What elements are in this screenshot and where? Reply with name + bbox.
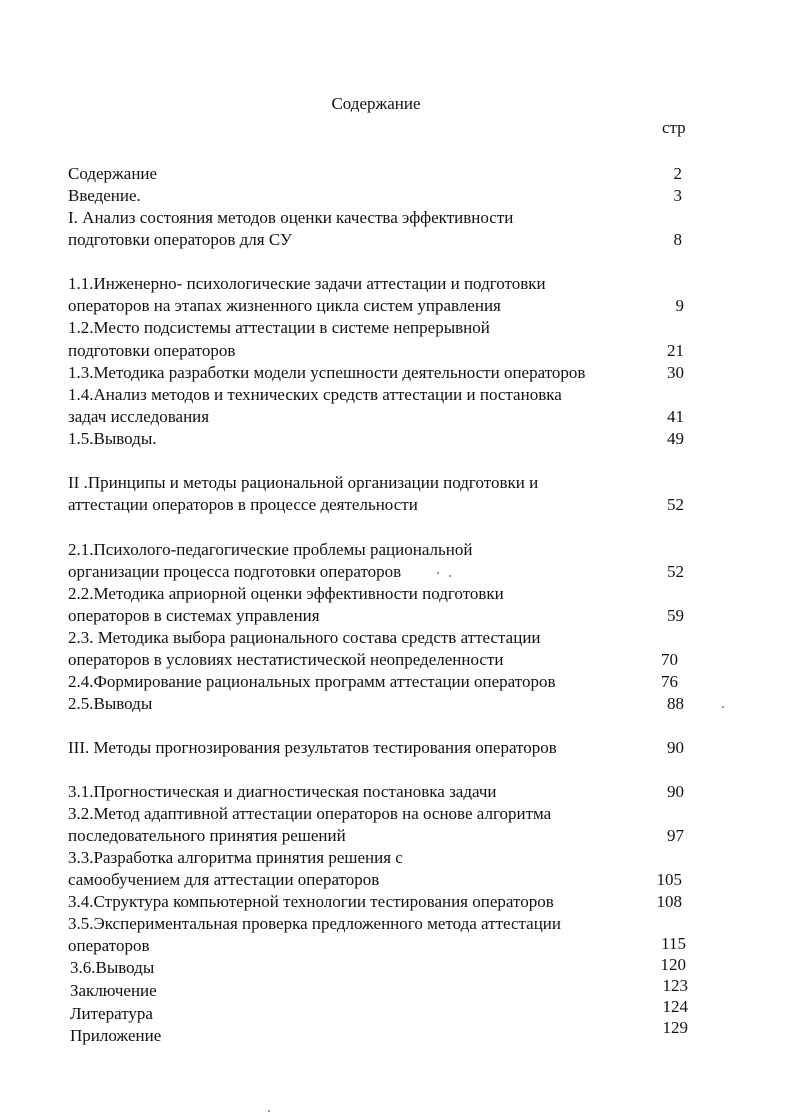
- toc-page-number: 120: [660, 955, 686, 974]
- toc-page-number: 108: [656, 892, 682, 911]
- toc-page-number: 90: [667, 738, 684, 757]
- toc-entry-3-6: 3.6.Выводы: [70, 958, 155, 977]
- scan-speck: [437, 572, 439, 574]
- toc-page-number: 97: [667, 826, 684, 845]
- toc-entry-3-5: 3.5.Экспериментальная проверка предложенного метода аттестации: [68, 914, 561, 933]
- page-column-header: стр: [662, 118, 686, 137]
- toc-page-number: 8: [673, 230, 682, 249]
- toc-entry-chapter-2: II .Принципы и методы рациональной организации подготовки и: [68, 473, 539, 492]
- toc-entry-1-1-cont: операторов на этапах жизненного цикла систем управления: [68, 296, 501, 315]
- toc-entry-1-4-cont: задач исследования: [68, 407, 210, 426]
- toc-entry-2-1-cont: организации процесса подготовки операторов: [68, 562, 402, 581]
- toc-entry-contents: Содержание: [68, 164, 158, 183]
- toc-page-number: 123: [662, 976, 688, 995]
- toc-page-number: 30: [667, 363, 684, 382]
- toc-entry-chapter-2-cont: аттестации операторов в процессе деятельности: [68, 495, 418, 514]
- toc-page-number: 49: [667, 429, 684, 448]
- toc-page-number: 70: [661, 650, 678, 669]
- toc-entry-chapter-1-cont: подготовки операторов для СУ: [68, 230, 293, 249]
- toc-page-number: 52: [667, 495, 684, 514]
- toc-entry-3-1: 3.1.Прогностическая и диагностическая постановка задачи: [68, 782, 497, 801]
- toc-page-number: 124: [662, 997, 688, 1016]
- scan-speck: [449, 575, 451, 577]
- toc-page-number: 90: [667, 782, 684, 801]
- page-title: Содержание: [331, 94, 421, 113]
- toc-entry-1-1: 1.1.Инженерно- психологические задачи аттестации и подготовки: [68, 274, 546, 293]
- toc-entry-1-3: 1.3.Методика разработки модели успешности деятельности операторов: [68, 363, 586, 382]
- toc-entry-2-1: 2.1.Психолого-педагогические проблемы рациональной: [68, 540, 473, 559]
- toc-page-number: 41: [667, 407, 684, 426]
- toc-entry-1-4: 1.4.Анализ методов и технических средств аттестации и постановка: [68, 385, 562, 404]
- toc-entry-1-5: 1.5.Выводы.: [68, 429, 157, 448]
- toc-page-number: 2: [673, 164, 682, 183]
- scan-speck: [722, 706, 724, 708]
- toc-entry-2-2: 2.2.Методика априорной оценки эффективности подготовки: [68, 584, 504, 603]
- toc-entry-chapter-1: I. Анализ состояния методов оценки качества эффективности: [68, 208, 514, 227]
- toc-entry-3-4: 3.4.Структура компьютерной технологии тестирования операторов: [68, 892, 554, 911]
- scan-speck: [268, 1110, 270, 1112]
- toc-entry-conclusion: Заключение: [70, 981, 157, 1000]
- toc-entry-introduction: Введение.: [68, 186, 141, 205]
- toc-page-number: 76: [661, 672, 678, 691]
- toc-entry-1-2: 1.2.Место подсистемы аттестации в системе непрерывной: [68, 318, 490, 337]
- toc-entry-3-5-cont: операторов: [68, 936, 150, 955]
- toc-entry-2-5: 2.5.Выводы: [68, 694, 153, 713]
- toc-entry-3-2: 3.2.Метод адаптивной аттестации операторов на основе алгоритма: [68, 804, 552, 823]
- toc-page-number: 9: [675, 296, 684, 315]
- toc-page-number: 129: [662, 1018, 688, 1037]
- toc-page-number: 105: [656, 870, 682, 889]
- toc-page-number: 3: [673, 186, 682, 205]
- toc-page-number: 88: [667, 694, 684, 713]
- toc-entry-2-3-cont: операторов в условиях нестатистической неопределенности: [68, 650, 504, 669]
- toc-entry-2-2-cont: операторов в системах управления: [68, 606, 320, 625]
- toc-entry-chapter-3: III. Методы прогнозирования результатов тестирования операторов: [68, 738, 557, 757]
- toc-page-number: 21: [667, 341, 684, 360]
- toc-entry-3-3: 3.3.Разработка алгоритма принятия решения с: [68, 848, 403, 867]
- toc-page-number: 52: [667, 562, 684, 581]
- toc-entry-3-3-cont: самообучением для аттестации операторов: [68, 870, 380, 889]
- toc-page-number: 115: [661, 934, 686, 953]
- toc-entry-2-4: 2.4.Формирование рациональных программ аттестации операторов: [68, 672, 556, 691]
- toc-entry-references: Литература: [70, 1004, 153, 1023]
- toc-page-number: 59: [667, 606, 684, 625]
- toc-entry-appendix: Приложение: [70, 1026, 162, 1045]
- toc-entry-3-2-cont: последовательного принятия решений: [68, 826, 346, 845]
- toc-entry-1-2-cont: подготовки операторов: [68, 341, 236, 360]
- toc-entry-2-3: 2.3. Методика выбора рационального состава средств аттестации: [68, 628, 541, 647]
